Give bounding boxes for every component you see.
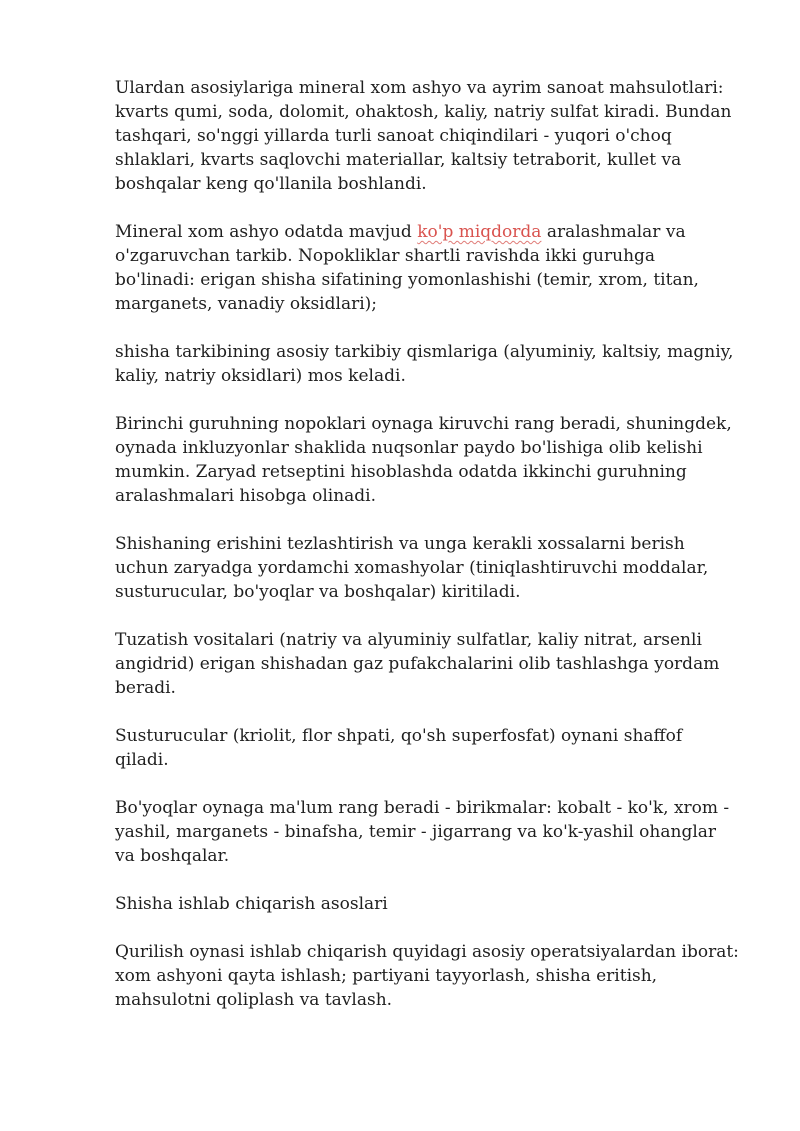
- paragraph-4: [115, 412, 740, 508]
- paragraph-1: [115, 76, 740, 196]
- paragraph-2-text-after: aralashmalar va o'zgaruvchan tarkib. Nopokliklar shartli ravishda ikki guruhga bo'linadi: erigan shisha sifatining yomonlashishi (temir, xrom, titan, marganets, vanadiy oksidlari);: [115, 222, 699, 314]
- paragraph-8-text: Bo'yoqlar oynaga ma'lum rang beradi - birikmalar: kobalt - ko'k, xrom - yashil, marganets - binafsha, temir - jigarrang va ko'k-yashil ohanglar va boshqalar.: [115, 798, 730, 866]
- section-heading-text: Shisha ishlab chiqarish asoslari: [115, 894, 388, 914]
- paragraph-5-text: Shishaning erishini tezlashtirish va unga kerakli xossalarni berish uchun zaryadga yordamchi xomashyolar (tiniqlashtiruvchi moddalar, susturucular, bo'yoqlar va boshqalar) kiritiladi.: [115, 534, 709, 602]
- paragraph-10: [115, 940, 740, 1012]
- paragraph-5: [115, 532, 740, 604]
- spellcheck-highlight[interactable]: ko'p miqdorda: [417, 222, 542, 242]
- paragraph-8: [115, 796, 740, 868]
- paragraph-7: [115, 724, 740, 772]
- paragraph-3-text: shisha tarkibining asosiy tarkibiy qismlariga (alyuminiy, kaltsiy, magniy, kaliy, natriy oksidlari) mos keladi.: [115, 342, 734, 386]
- document-body: [115, 76, 740, 1036]
- section-heading: [115, 892, 740, 916]
- paragraph-4-text: Birinchi guruhning nopoklari oynaga kiruvchi rang beradi, shuningdek, oynada inkluzyonlar shaklida nuqsonlar paydo bo'lishiga olib kelishi mumkin. Zaryad retseptini hisoblashda odatda ikkinchi guruhning aralashmalari hisobga olinadi.: [115, 414, 732, 506]
- paragraph-6: [115, 628, 740, 700]
- paragraph-1-text: Ulardan asosiylariga mineral xom ashyo va ayrim sanoat mahsulotlari: kvarts qumi, soda, dolomit, ohaktosh, kaliy, natriy sulfat kiradi. Bundan tashqari, so'nggi yillarda turli sanoat chiqindilari - yuqori o'choq shlaklari, kvarts saqlovchi materiallar, kaltsiy tetraborit, kullet va boshqalar keng qo'llanila boshlandi.: [115, 78, 732, 194]
- paragraph-6-text: Tuzatish vositalari (natriy va alyuminiy sulfatlar, kaliy nitrat, arsenli angidrid) erigan shishadan gaz pufakchalarini olib tashlashga yordam beradi.: [115, 630, 720, 698]
- paragraph-2-text-before: Mineral xom ashyo odatda mavjud: [115, 222, 418, 242]
- paragraph-7-text: Susturucular (kriolit, flor shpati, qo'sh superfosfat) oynani shaffof qiladi.: [115, 726, 683, 770]
- paragraph-10-text: Qurilish oynasi ishlab chiqarish quyidagi asosiy operatsiyalardan iborat: xom ashyoni qayta ishlash; partiyani tayyorlash, shisha eritish, mahsulotni qoliplash va tavlash.: [115, 942, 739, 1010]
- paragraph-3: [115, 340, 740, 388]
- paragraph-2: [115, 220, 740, 316]
